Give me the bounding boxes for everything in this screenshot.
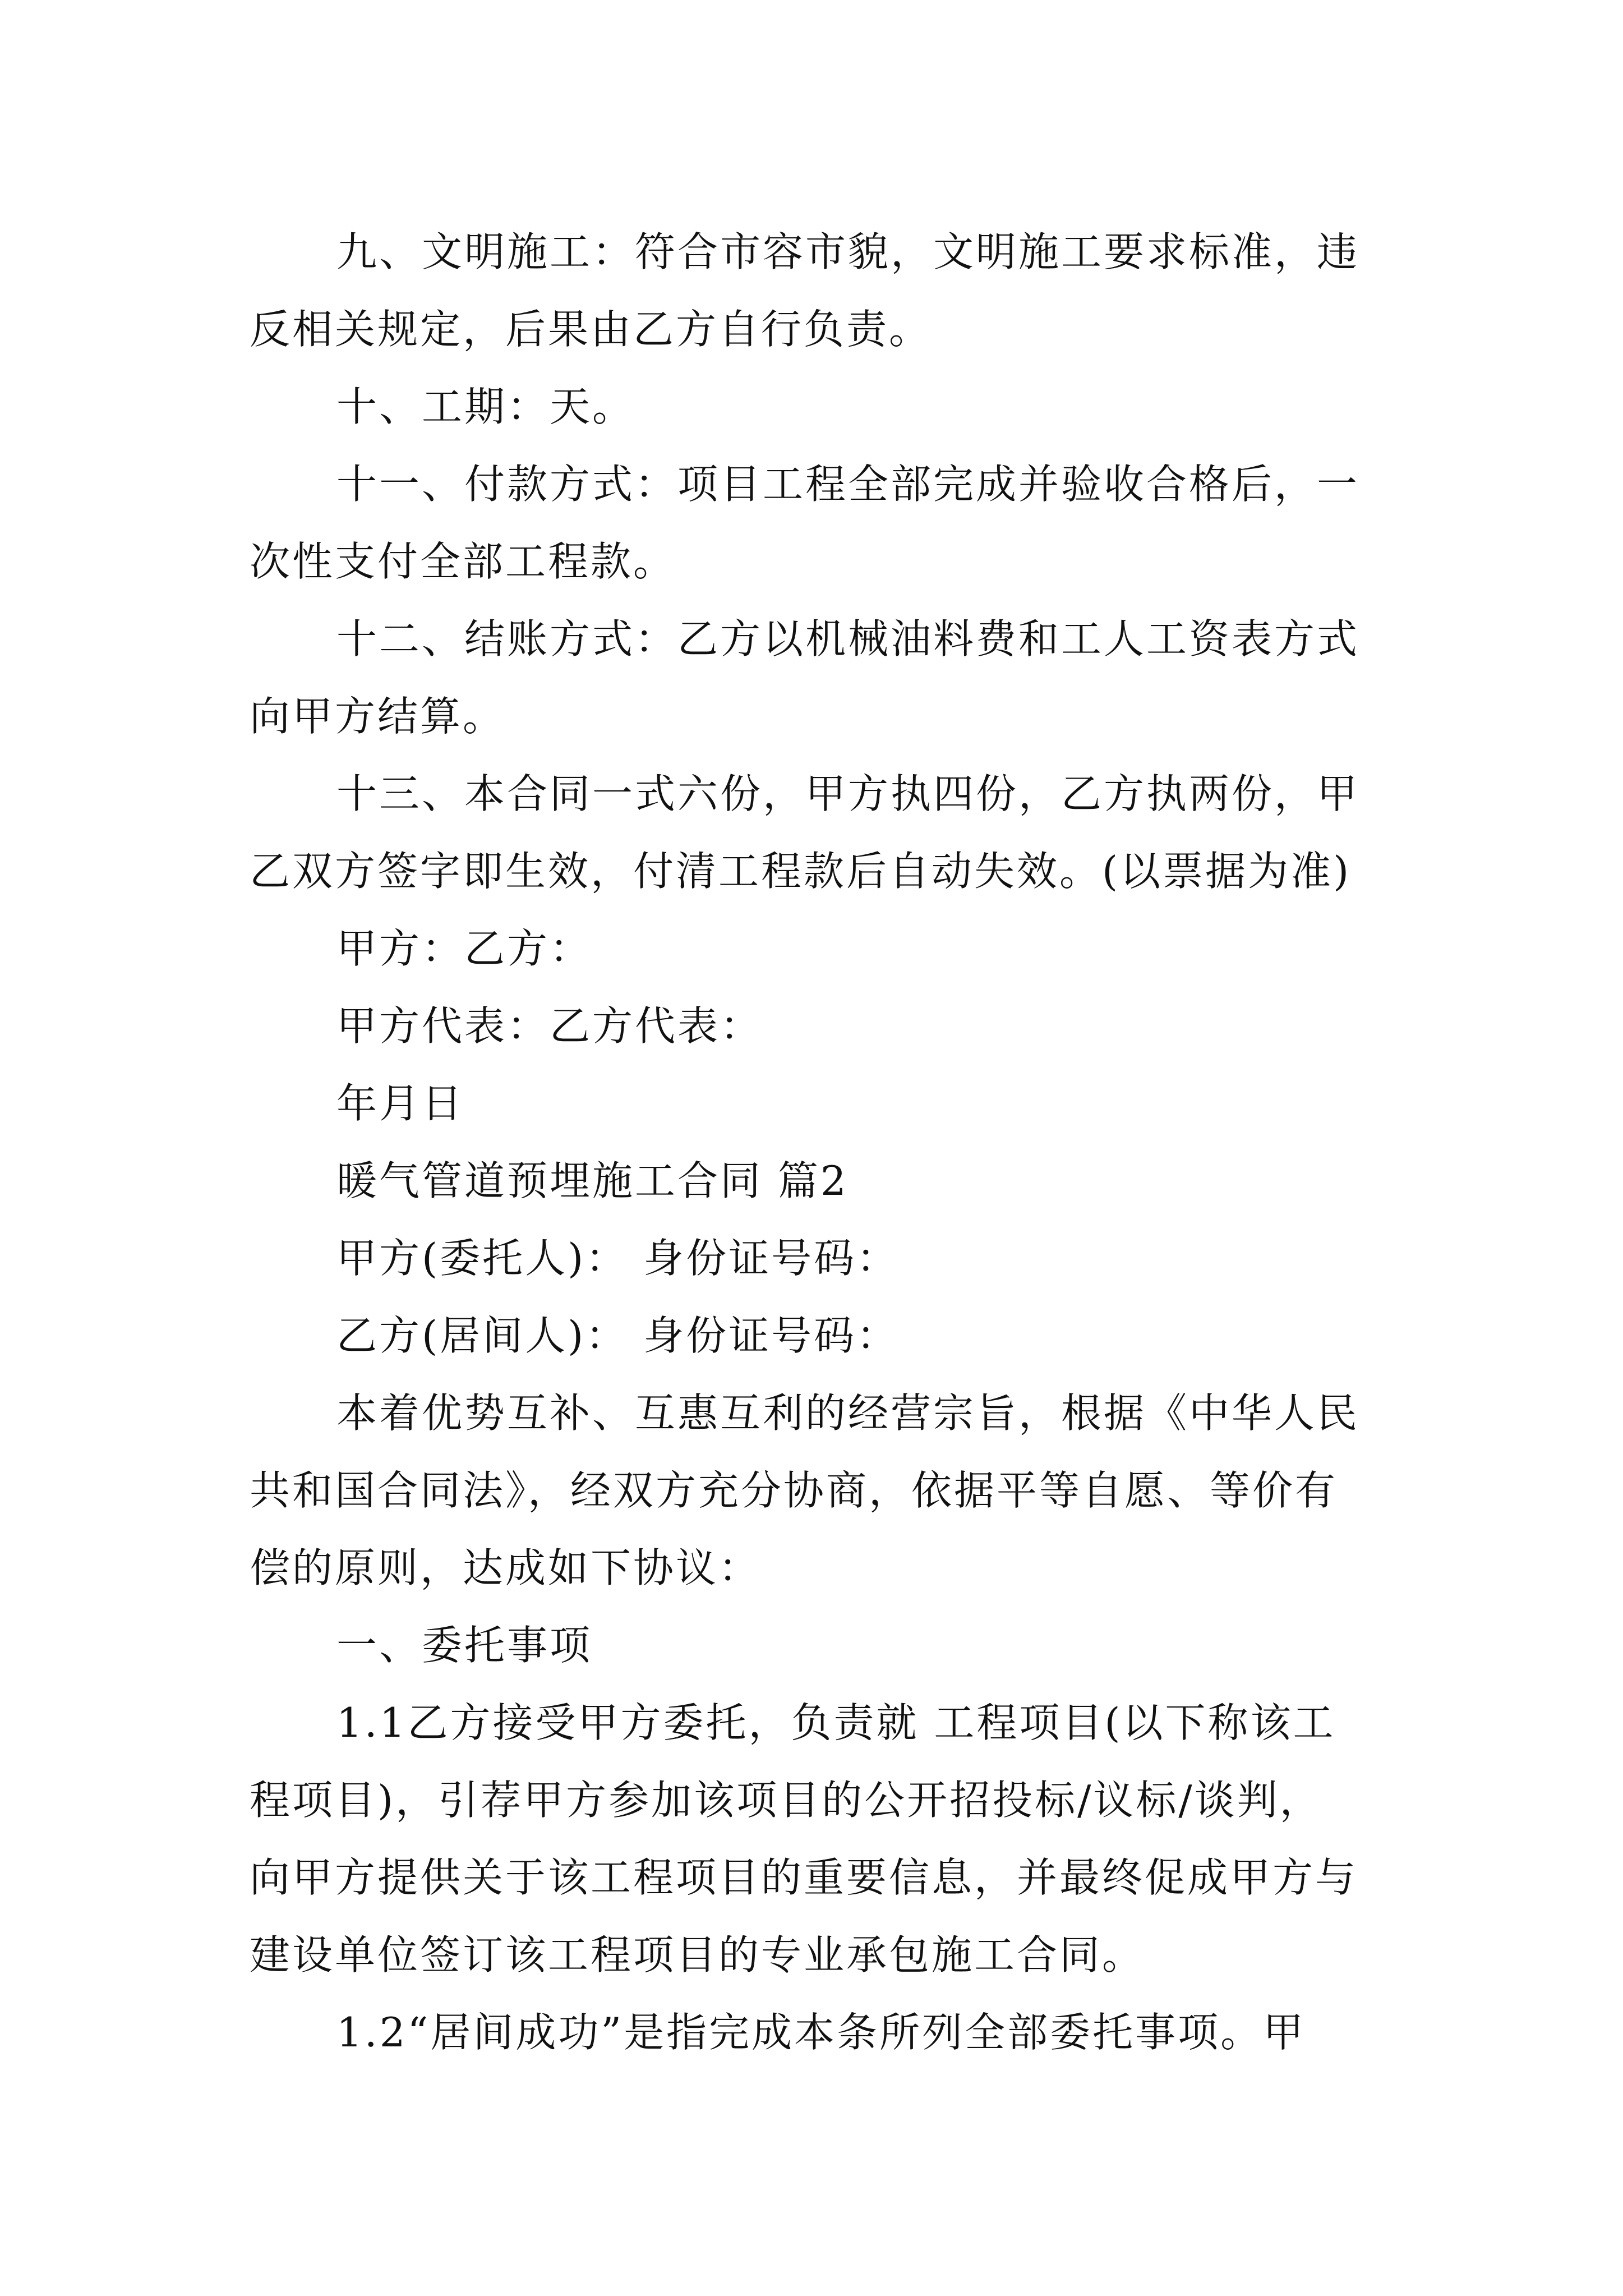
clause-11-line-1: 十一、付款方式：项目工程全部完成并验收合格后，一 bbox=[336, 461, 1360, 508]
document-page bbox=[250, 213, 1382, 2071]
party-b-info: 乙方(居间人)： 身份证号码： bbox=[336, 1312, 900, 1359]
clause-12-line-2: 向甲方结算。 bbox=[250, 693, 506, 740]
clause-11-line-2: 次性支付全部工程款。 bbox=[250, 538, 676, 585]
item-1-1-line-1: 1.1乙方接受甲方委托，负责就 工程项目(以下称该工 bbox=[336, 1699, 1336, 1746]
clause-9-line-2: 反相关规定，后果由乙方自行负责。 bbox=[250, 306, 932, 353]
item-1-1-line-4: 建设单位签订该工程项目的专业承包施工合同。 bbox=[250, 1931, 1145, 1978]
preamble-line-1: 本着优势互补、互惠互利的经营宗旨，根据《中华人民 bbox=[336, 1389, 1360, 1437]
item-1-2-line-1: 1.2“居间成功”是指完成本条所列全部委托事项。甲 bbox=[336, 2009, 1306, 2056]
clause-13-line-2: 乙双方签字即生效，付清工程款后自动失效。(以票据为准) bbox=[250, 848, 1352, 895]
signature-date: 年月日 bbox=[336, 1080, 465, 1127]
item-1-1-line-3: 向甲方提供关于该工程项目的重要信息，并最终促成甲方与 bbox=[250, 1854, 1358, 1901]
party-a-info: 甲方(委托人)： 身份证号码： bbox=[336, 1235, 900, 1282]
section-heading-commission: 一、委托事项 bbox=[336, 1622, 593, 1669]
clause-12-line-1: 十二、结账方式：乙方以机械油料费和工人工资表方式 bbox=[336, 615, 1360, 662]
clause-13-line-1: 十三、本合同一式六份，甲方执四份，乙方执两份，甲 bbox=[336, 770, 1360, 817]
section-title-part-2: 暖气管道预埋施工合同 篇2 bbox=[336, 1157, 849, 1204]
preamble-line-3: 偿的原则，达成如下协议： bbox=[250, 1544, 762, 1591]
signature-representatives: 甲方代表：乙方代表： bbox=[336, 1002, 763, 1050]
signature-parties: 甲方：乙方： bbox=[336, 925, 593, 972]
clause-10: 十、工期：天。 bbox=[336, 383, 635, 430]
item-1-1-line-2: 程项目)，引荐甲方参加该项目的公开招投标/议标/谈判， bbox=[250, 1777, 1322, 1824]
preamble-line-2: 共和国合同法》，经双方充分协商，依据平等自愿、等价有 bbox=[250, 1467, 1338, 1514]
clause-9-line-1: 九、文明施工：符合市容市貌，文明施工要求标准，违 bbox=[336, 228, 1360, 275]
